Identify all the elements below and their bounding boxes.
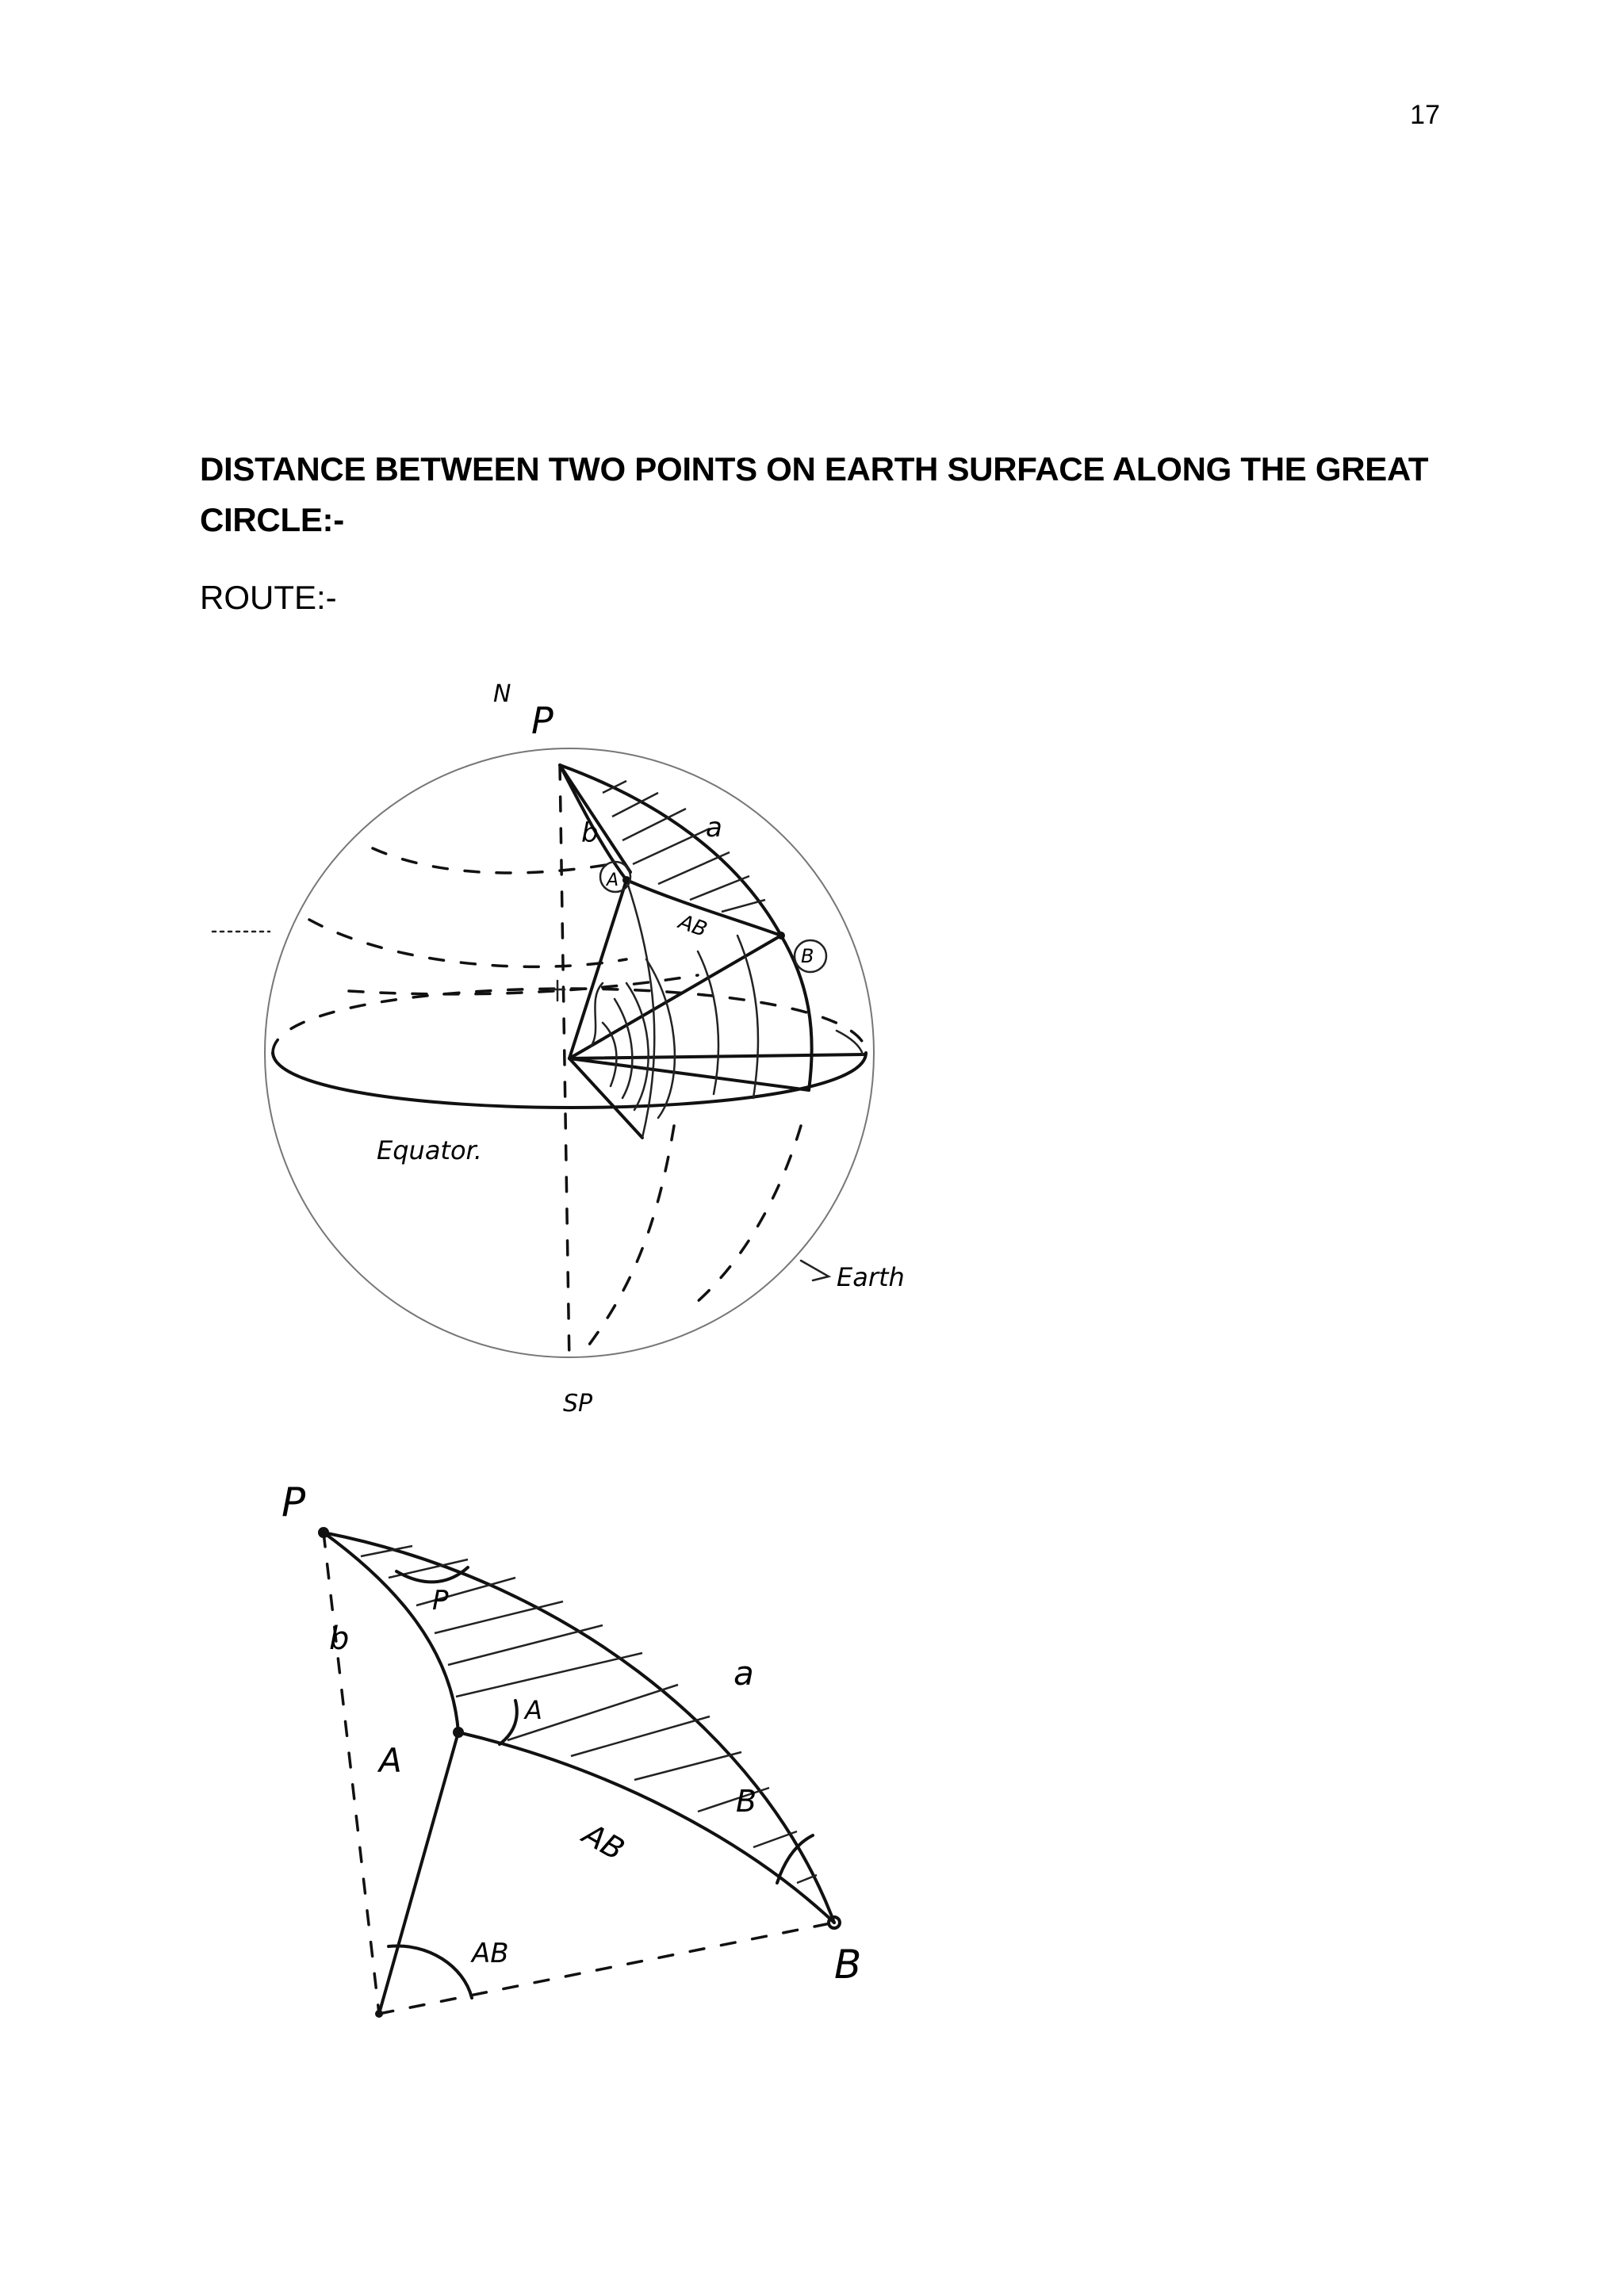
latitude-line-2 [309, 920, 626, 966]
equator-front [273, 1053, 866, 1108]
label-north: N [493, 680, 511, 708]
label-side-a: a [706, 812, 722, 844]
label-south-pole: SP [563, 1390, 593, 1418]
tri-label-angle-a: A [525, 1695, 542, 1725]
label-equator: Equator. [377, 1135, 482, 1165]
section-heading-line-1: DISTANCE BETWEEN TWO POINTS ON EARTH SURFACE ALONG THE GREAT [200, 450, 1429, 488]
page-number: 17 [1410, 100, 1440, 130]
label-point-a: A [607, 871, 619, 890]
meridian-p-b [560, 765, 781, 936]
arc-a-b [458, 1732, 834, 1923]
route-subheading: ROUTE:- [200, 579, 337, 616]
label-arc-ab: AB [675, 909, 710, 943]
tri-label-side-b: b [329, 1621, 350, 1657]
section-heading-line-2: CIRCLE:- [200, 501, 344, 538]
tri-label-chord-ab: AB [472, 1938, 509, 1969]
vertex-p-dot [318, 1527, 329, 1538]
polar-axis [560, 765, 569, 1364]
tri-label-side-a: a [733, 1654, 754, 1693]
point-b-dot [777, 932, 785, 939]
chord-ab-dashed [379, 1923, 834, 2014]
earth-pointer-arrow [801, 1261, 829, 1280]
sphere-diagram [213, 680, 905, 1418]
meridian-a-back [587, 1126, 674, 1348]
meridian-b-back [690, 1126, 801, 1308]
arc-p-b [324, 1533, 834, 1923]
radius-equator-b [569, 1058, 809, 1090]
side-b-dashed [324, 1533, 379, 2014]
equator-back [273, 989, 866, 1053]
label-side-b: b [581, 817, 599, 849]
tri-label-angle-b: B [736, 1784, 757, 1819]
vertex-bottom-dot [375, 2010, 383, 2018]
tri-label-vertex-b: B [834, 1942, 862, 1988]
tri-label-arc-ab: AB [576, 1816, 630, 1868]
angle-bottom-arc [389, 1946, 472, 1998]
triangle-diagram [282, 1479, 861, 2018]
vertex-a-dot [453, 1727, 464, 1738]
tri-label-pole: P [282, 1479, 306, 1525]
label-earth: Earth [837, 1262, 905, 1292]
radius-equator-right [569, 1054, 864, 1058]
label-point-b: B [801, 945, 814, 967]
earth-outline [265, 748, 874, 1357]
tri-label-angle-p: P [432, 1585, 449, 1617]
angle-arcs [591, 936, 863, 1118]
latitude-line-1 [373, 848, 611, 873]
radius-to-b [569, 936, 781, 1058]
tri-label-vertex-a: A [379, 1741, 402, 1780]
label-pole: P [531, 699, 553, 742]
